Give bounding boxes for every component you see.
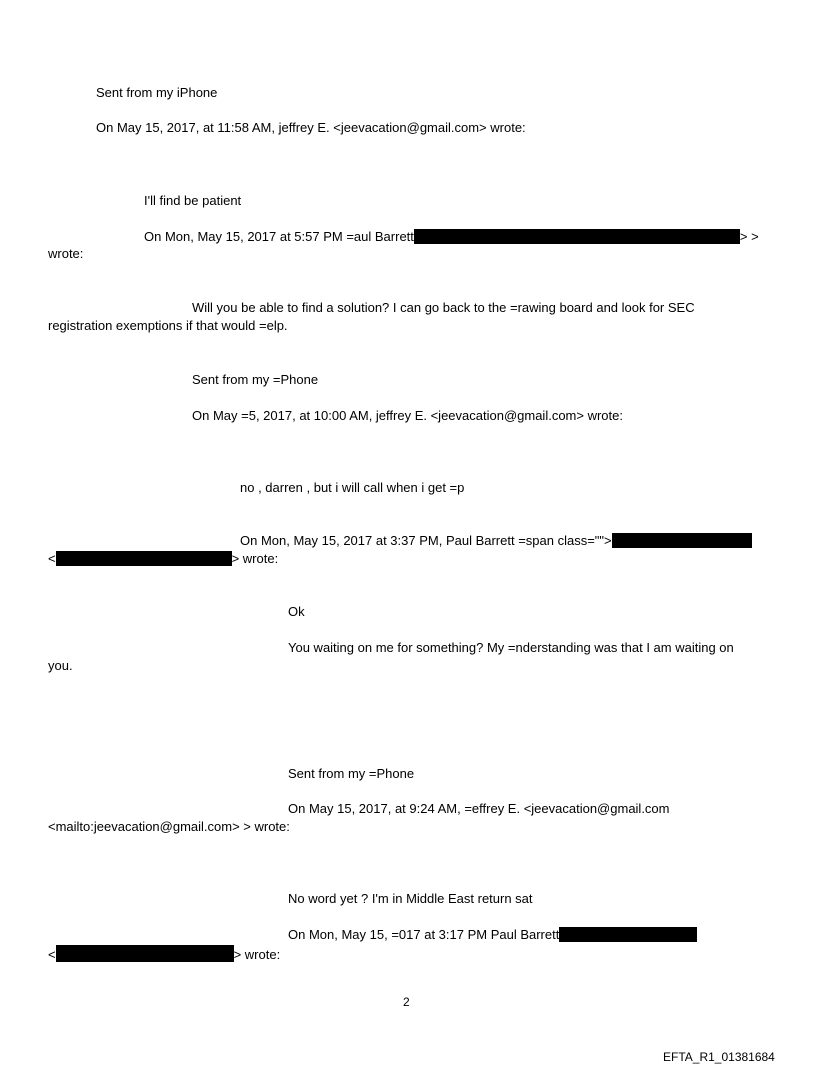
email-header-6	[288, 927, 697, 943]
email-body-4-ok: Ok	[288, 604, 305, 619]
email-header-2-wrote: wrote:	[48, 246, 84, 261]
email-header-5: On May 15, 2017, at 9:24 AM, =effrey E. <jeevacation@gmail.com	[288, 801, 670, 816]
email-body-2-line-2: registration exemptions if that would =elp.	[48, 318, 288, 333]
redaction-block	[612, 533, 752, 548]
email-body-4-line-2: you.	[48, 658, 73, 673]
document-id: EFTA_R1_01381684	[663, 1050, 775, 1064]
sent-from-phone-1: Sent from my =Phone	[192, 372, 319, 387]
email-body-3: no , darren , but i will call when i get =p	[240, 480, 465, 495]
email-header-3: On May =5, 2017, at 10:00 AM, jeffrey E. <jeevacation@gmail.com> wrote:	[192, 408, 623, 423]
email-header-4-text: On Mon, May 15, 2017 at 3:37 PM, Paul Barrett =span class="">	[240, 533, 612, 548]
redaction-block	[414, 229, 740, 244]
redaction-block	[56, 551, 232, 566]
email-header-4	[240, 533, 752, 549]
redaction-block	[559, 927, 697, 942]
email-header-6-suffix: > wrote:	[233, 947, 281, 962]
email-header-2	[144, 229, 759, 245]
sent-from-phone-2: Sent from my =Phone	[288, 766, 415, 781]
email-header-4-suffix: > wrote:	[231, 551, 279, 566]
email-header-1: On May 15, 2017, at 11:58 AM, jeffrey E. <jeevacation@gmail.com> wrote:	[96, 120, 526, 135]
email-header-6-text: On Mon, May 15, =017 at 3:17 PM Paul Barrett	[288, 927, 560, 942]
email-header-6-wrote	[48, 945, 280, 963]
email-header-2-suffix: > >	[739, 229, 759, 244]
page-number: 2	[403, 995, 410, 1009]
email-body-4-line-1: You waiting on me for something? My =nderstanding was that I am waiting on	[288, 640, 734, 655]
email-header-4-wrote	[48, 551, 278, 567]
email-body-5: No word yet ? I'm in Middle East return sat	[288, 891, 533, 906]
email-header-5-wrote: <mailto:jeevacation@gmail.com> > wrote:	[48, 819, 290, 834]
email-body-2-line-1: Will you be able to find a solution? I can go back to the =rawing board and look for SEC	[192, 300, 695, 315]
sent-from-iphone: Sent from my iPhone	[96, 85, 218, 100]
redaction-block	[56, 945, 234, 962]
email-header-2-text: On Mon, May 15, 2017 at 5:57 PM =aul Barrett	[144, 229, 414, 244]
email-header-6-lt: <	[48, 947, 56, 962]
email-body-1: I'll find be patient	[144, 193, 242, 208]
email-header-4-lt: <	[48, 551, 56, 566]
